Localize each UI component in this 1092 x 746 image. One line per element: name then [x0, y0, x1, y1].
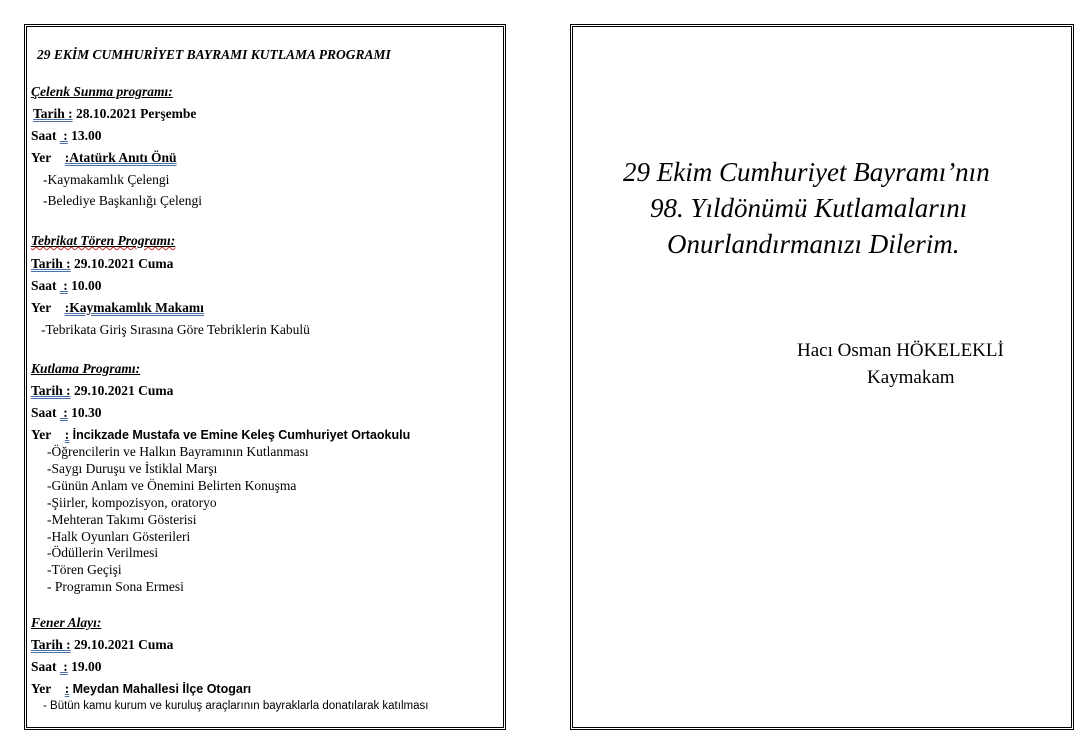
- celenk-time: Saat : 13.00: [31, 128, 102, 143]
- kutlama-item-4: -Şiirler, kompozisyon, oratoryo: [47, 495, 217, 510]
- greeting-line-3: Onurlandırmanızı Dilerim.: [667, 229, 960, 259]
- fener-place: Yer : Meydan Mahallesi İlçe Otogarı: [31, 681, 252, 696]
- celenk-item-2: -Belediye Başkanlığı Çelengi: [43, 193, 202, 208]
- tebrikat-date: Tarih : 29.10.2021 Cuma: [31, 256, 174, 271]
- celenk-item-1: -Kaymakamlık Çelengi: [43, 172, 170, 187]
- kutlama-item-9: - Programın Sona Ermesi: [47, 579, 184, 594]
- kutlama-item-6: -Halk Oyunları Gösterileri: [47, 529, 191, 544]
- celenk-date: Tarih : 28.10.2021 Perşembe: [33, 106, 197, 121]
- kutlama-time: Saat : 10.30: [31, 405, 102, 420]
- fener-item-1: - Bütün kamu kurum ve kuruluş araçlarının bayraklarla donatılarak katılması: [43, 700, 429, 712]
- greeting-line-2: 98. Yıldönümü Kutlamalarını: [650, 193, 968, 223]
- section-heading-kutlama: Kutlama Programı:: [31, 361, 141, 376]
- tebrikat-item-1: -Tebrikata Giriş Sırasına Göre Tebriklerin Kabulü: [41, 322, 310, 337]
- kutlama-item-7: -Ödüllerin Verilmesi: [47, 545, 159, 560]
- section-heading-celenk: Çelenk Sunma programı:: [31, 84, 173, 99]
- greeting-line-1: 29 Ekim Cumhuriyet Bayramı’nın: [623, 157, 990, 187]
- signer-name: Hacı Osman HÖKELEKLİ: [797, 340, 1004, 361]
- kutlama-item-5: -Mehteran Takımı Gösterisi: [47, 512, 197, 527]
- kutlama-item-1: -Öğrencilerin ve Halkın Bayramının Kutlanması: [47, 444, 309, 459]
- program-title: 29 EKİM CUMHURİYET BAYRAMI KUTLAMA PROGRAMI: [37, 47, 391, 62]
- section-heading-tebrikat: Tebrikat Tören Programı:: [31, 233, 176, 248]
- section-heading-fener: Fener Alayı:: [31, 615, 102, 630]
- tebrikat-place: Yer :Kaymakamlık Makamı: [31, 300, 204, 315]
- greeting-panel: [570, 24, 1074, 730]
- kutlama-item-3: -Günün Anlam ve Önemini Belirten Konuşma: [47, 478, 297, 493]
- kutlama-date: Tarih : 29.10.2021 Cuma: [31, 383, 174, 398]
- celenk-place: Yer :Atatürk Anıtı Önü: [31, 150, 177, 165]
- kutlama-item-8: -Tören Geçişi: [47, 562, 122, 577]
- fener-date: Tarih : 29.10.2021 Cuma: [31, 637, 174, 652]
- kutlama-place: Yer : İncikzade Mustafa ve Emine Keleş Cumhuriyet Ortaokulu: [31, 427, 411, 442]
- fener-time: Saat : 19.00: [31, 659, 102, 674]
- program-panel: [24, 24, 506, 730]
- signer-title: Kaymakam: [867, 367, 955, 388]
- tebrikat-time: Saat : 10.00: [31, 278, 102, 293]
- kutlama-item-2: -Saygı Duruşu ve İstiklal Marşı: [47, 461, 218, 476]
